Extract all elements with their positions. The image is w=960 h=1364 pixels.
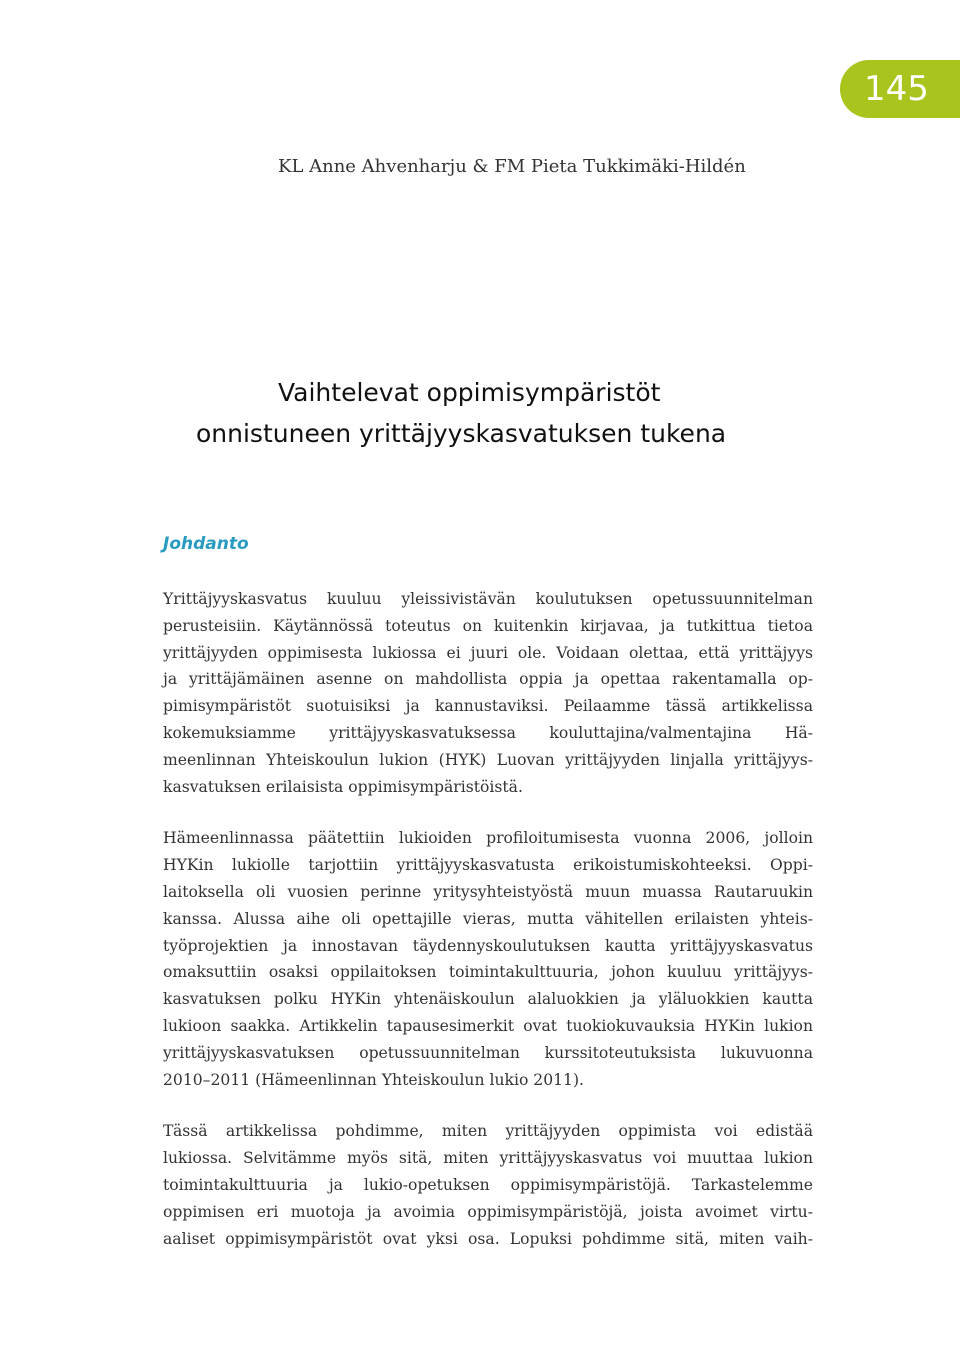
- text-line: lukioon saakka. Artikkelin tapausesimerkit ovat tuokiokuvauksia HYKin lukion: [163, 1016, 813, 1035]
- text-line: kasvatuksen polku HYKin yhtenäiskoulun alaluokkien ja yläluokkien kautta: [163, 990, 813, 1009]
- text-line: kanssa. Alussa aihe oli opettajille vieras, mutta vähitellen erilaisten yhteis-: [163, 909, 813, 928]
- page-number-badge: 145: [840, 60, 960, 118]
- text-line: oppimisen eri muotoja ja avoimia oppimisympäristöjä, joista avoimet virtu-: [163, 1202, 813, 1221]
- text-line: yrittäjyyden oppimisesta lukiossa ei juuri ole. Voidaan olettaa, että yrittäjyys: [163, 643, 813, 662]
- text-line: 2010–2011 (Hämeenlinnan Yhteiskoulun lukio 2011).: [163, 1070, 585, 1089]
- text-line: kokemuksiamme yrittäjyyskasvatuksessa kouluttajina/valmentajina Hä-: [163, 723, 813, 742]
- text-line: Hämeenlinnassa päätettiin lukioiden profiloitumisesta vuonna 2006, jolloin: [163, 829, 813, 848]
- text-line: kasvatuksen erilaisista oppimisympäristöistä.: [163, 777, 523, 796]
- article-title-line-2: onnistuneen yrittäjyyskasvatuksen tukena: [196, 419, 727, 448]
- text-line: laitoksella oli vuosien perinne yritysyhteistyöstä muun muassa Rautaruukin: [163, 882, 813, 901]
- text-line: Tässä artikkelissa pohdimme, miten yrittäjyyden oppimista voi edistää: [163, 1122, 813, 1141]
- article-body: [163, 586, 813, 1277]
- text-line: meenlinnan Yhteiskoulun lukion (HYK) Luovan yrittäjyyden linjalla yrittäjyys-: [163, 750, 813, 769]
- text-line: toimintakulttuuria ja lukio-opetuksen oppimisympäristöjä. Tarkastelemme: [163, 1175, 813, 1194]
- paragraph-2: [163, 825, 813, 1093]
- paragraph-1: [163, 586, 813, 800]
- text-line: Yrittäjyyskasvatus kuuluu yleissivistävän koulutuksen opetussuunnitelman: [163, 590, 813, 608]
- text-line: lukiossa. Selvitämme myös sitä, miten yrittäjyyskasvatus voi muuttaa lukion: [163, 1149, 813, 1168]
- article-authors: KL Anne Ahvenharju & FM Pieta Tukkimäki-Hildén: [278, 156, 746, 177]
- text-line: ja yrittäjämäinen asenne on mahdollista oppia ja opettaa rakentamalla op-: [163, 670, 813, 689]
- text-line: omaksuttiin osaksi oppilaitoksen toimintakulttuuria, johon kuuluu yrittäjyys-: [163, 963, 813, 982]
- article-title: [196, 372, 896, 454]
- article-title-line-1: Vaihtelevat oppimisympäristöt: [278, 378, 661, 407]
- text-line: perusteisiin. Käytännössä toteutus on kuitenkin kirjavaa, ja tutkittua tietoa: [163, 616, 813, 635]
- text-line: yrittäjyyskasvatuksen opetussuunnitelman kurssitoteutuksista lukuvuonna: [163, 1043, 813, 1062]
- text-line: työprojektien ja innostavan täydennyskoulutuksen kautta yrittäjyyskasvatus: [163, 936, 813, 955]
- text-line: pimisympäristöt suotuisiksi ja kannustaviksi. Peilaamme tässä artikkelissa: [163, 697, 813, 716]
- text-line: HYKin lukiolle tarjottiin yrittäjyyskasvatusta erikoistumiskohteeksi. Oppi-: [163, 856, 813, 875]
- paragraph-3: [163, 1118, 813, 1252]
- section-heading: Johdanto: [163, 534, 249, 554]
- text-line: aaliset oppimisympäristöt ovat yksi osa. Lopuksi pohdimme sitä, miten vaih-: [163, 1229, 813, 1248]
